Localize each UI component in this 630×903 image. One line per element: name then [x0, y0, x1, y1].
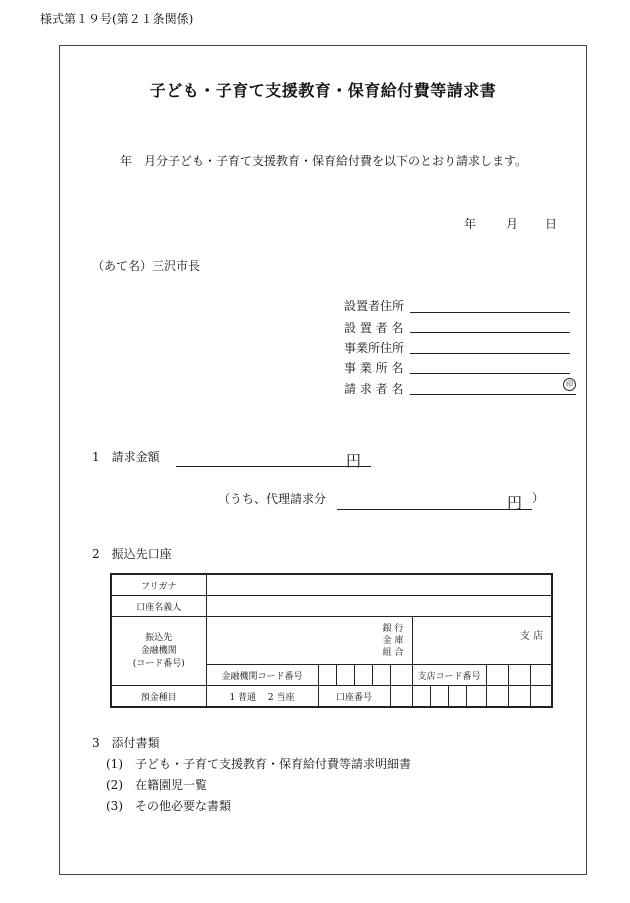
founder-name-label: 設 置 者 名: [344, 321, 404, 335]
intro-text: 年 月分子ども・子育て支援教育・保育給付費を以下のとおり請求します。: [120, 154, 528, 168]
bank-type-bank: 銀 行: [382, 623, 404, 634]
deposit-type-options[interactable]: 1 普通 2 当座: [206, 686, 318, 708]
bank-label-line3: (コード番号): [132, 658, 185, 669]
account-number-cell[interactable]: [530, 686, 552, 708]
attachment-item: (1) 子ども・子育て支援教育・保育給付費等請求明細書: [106, 757, 412, 771]
branch-code-cell[interactable]: [486, 665, 508, 686]
seal-icon: 印: [563, 378, 576, 391]
office-name-label: 事 業 所 名: [344, 361, 404, 375]
furigana-field[interactable]: [206, 574, 552, 596]
branch-code-label: 支店コード番号: [412, 665, 486, 686]
proxy-claim-label: （うち、代理請求分: [218, 492, 327, 506]
date-day: 日: [545, 217, 558, 231]
account-number-cell[interactable]: [412, 686, 430, 708]
office-address-field[interactable]: [410, 353, 570, 354]
bank-code-cell[interactable]: [354, 665, 372, 686]
proxy-amount-field[interactable]: [337, 509, 532, 510]
form-number: 様式第１９号(第２１条関係): [40, 12, 194, 26]
bank-account-table: [110, 573, 553, 708]
claimant-name-label: 請 求 者 名: [344, 382, 404, 396]
section3-label: 3 添付書類: [92, 736, 160, 750]
bank-label-line2: 金融機関: [140, 645, 177, 656]
section1-label: 1 請求金額: [92, 450, 160, 464]
page-title: 子ども・子育て支援教育・保育給付費等請求書: [149, 81, 497, 100]
date-month: 月: [506, 217, 519, 231]
branch-code-cell[interactable]: [508, 665, 530, 686]
account-number-cell[interactable]: [430, 686, 448, 708]
founder-name-field[interactable]: [410, 332, 570, 333]
account-number-cell[interactable]: [508, 686, 530, 708]
claim-amount-field[interactable]: [176, 466, 371, 467]
bank-label-line1: 振込先: [145, 632, 173, 643]
bank-label: [111, 617, 206, 686]
account-number-cell[interactable]: [466, 686, 486, 708]
bank-type-kumiai: 組 合: [382, 647, 404, 658]
addressee: （あて名）三沢市長: [92, 259, 201, 273]
proxy-close-paren: ）: [532, 491, 545, 505]
founder-address-label: 設置者住所: [344, 299, 405, 313]
account-number-cell[interactable]: [390, 686, 412, 708]
office-address-label: 事業所住所: [344, 341, 405, 355]
attachment-item: (3) その他必要な書類: [106, 799, 231, 813]
deposit-type-label: 預金種目: [111, 686, 206, 708]
bank-code-cell[interactable]: [336, 665, 354, 686]
account-number-cell[interactable]: [448, 686, 466, 708]
attachment-item: (2) 在籍園児一覧: [106, 778, 207, 792]
office-name-field[interactable]: [410, 373, 570, 374]
section2-label: 2 振込先口座: [92, 547, 172, 561]
account-number-label: 口座番号: [318, 686, 390, 708]
bank-name-field[interactable]: [206, 617, 412, 665]
account-holder-field[interactable]: [206, 596, 552, 617]
bank-code-spacer: [390, 665, 412, 686]
bank-code-label: 金融機関コード番号: [206, 665, 318, 686]
account-number-cell[interactable]: [486, 686, 508, 708]
claim-amount-unit: 円: [346, 452, 362, 470]
bank-code-cell[interactable]: [318, 665, 336, 686]
bank-code-cell[interactable]: [372, 665, 390, 686]
date-year: 年: [464, 217, 477, 231]
founder-address-field[interactable]: [410, 312, 570, 313]
branch-code-cell[interactable]: [530, 665, 552, 686]
claimant-name-field[interactable]: [410, 394, 576, 395]
branch-name-field[interactable]: [412, 617, 552, 665]
account-holder-label: 口座名義人: [111, 596, 206, 617]
furigana-label: フリガナ: [111, 574, 206, 596]
proxy-amount-unit: 円: [507, 494, 523, 512]
branch-label: 支 店: [519, 631, 544, 642]
bank-type-shinkin: 金 庫: [382, 635, 404, 646]
